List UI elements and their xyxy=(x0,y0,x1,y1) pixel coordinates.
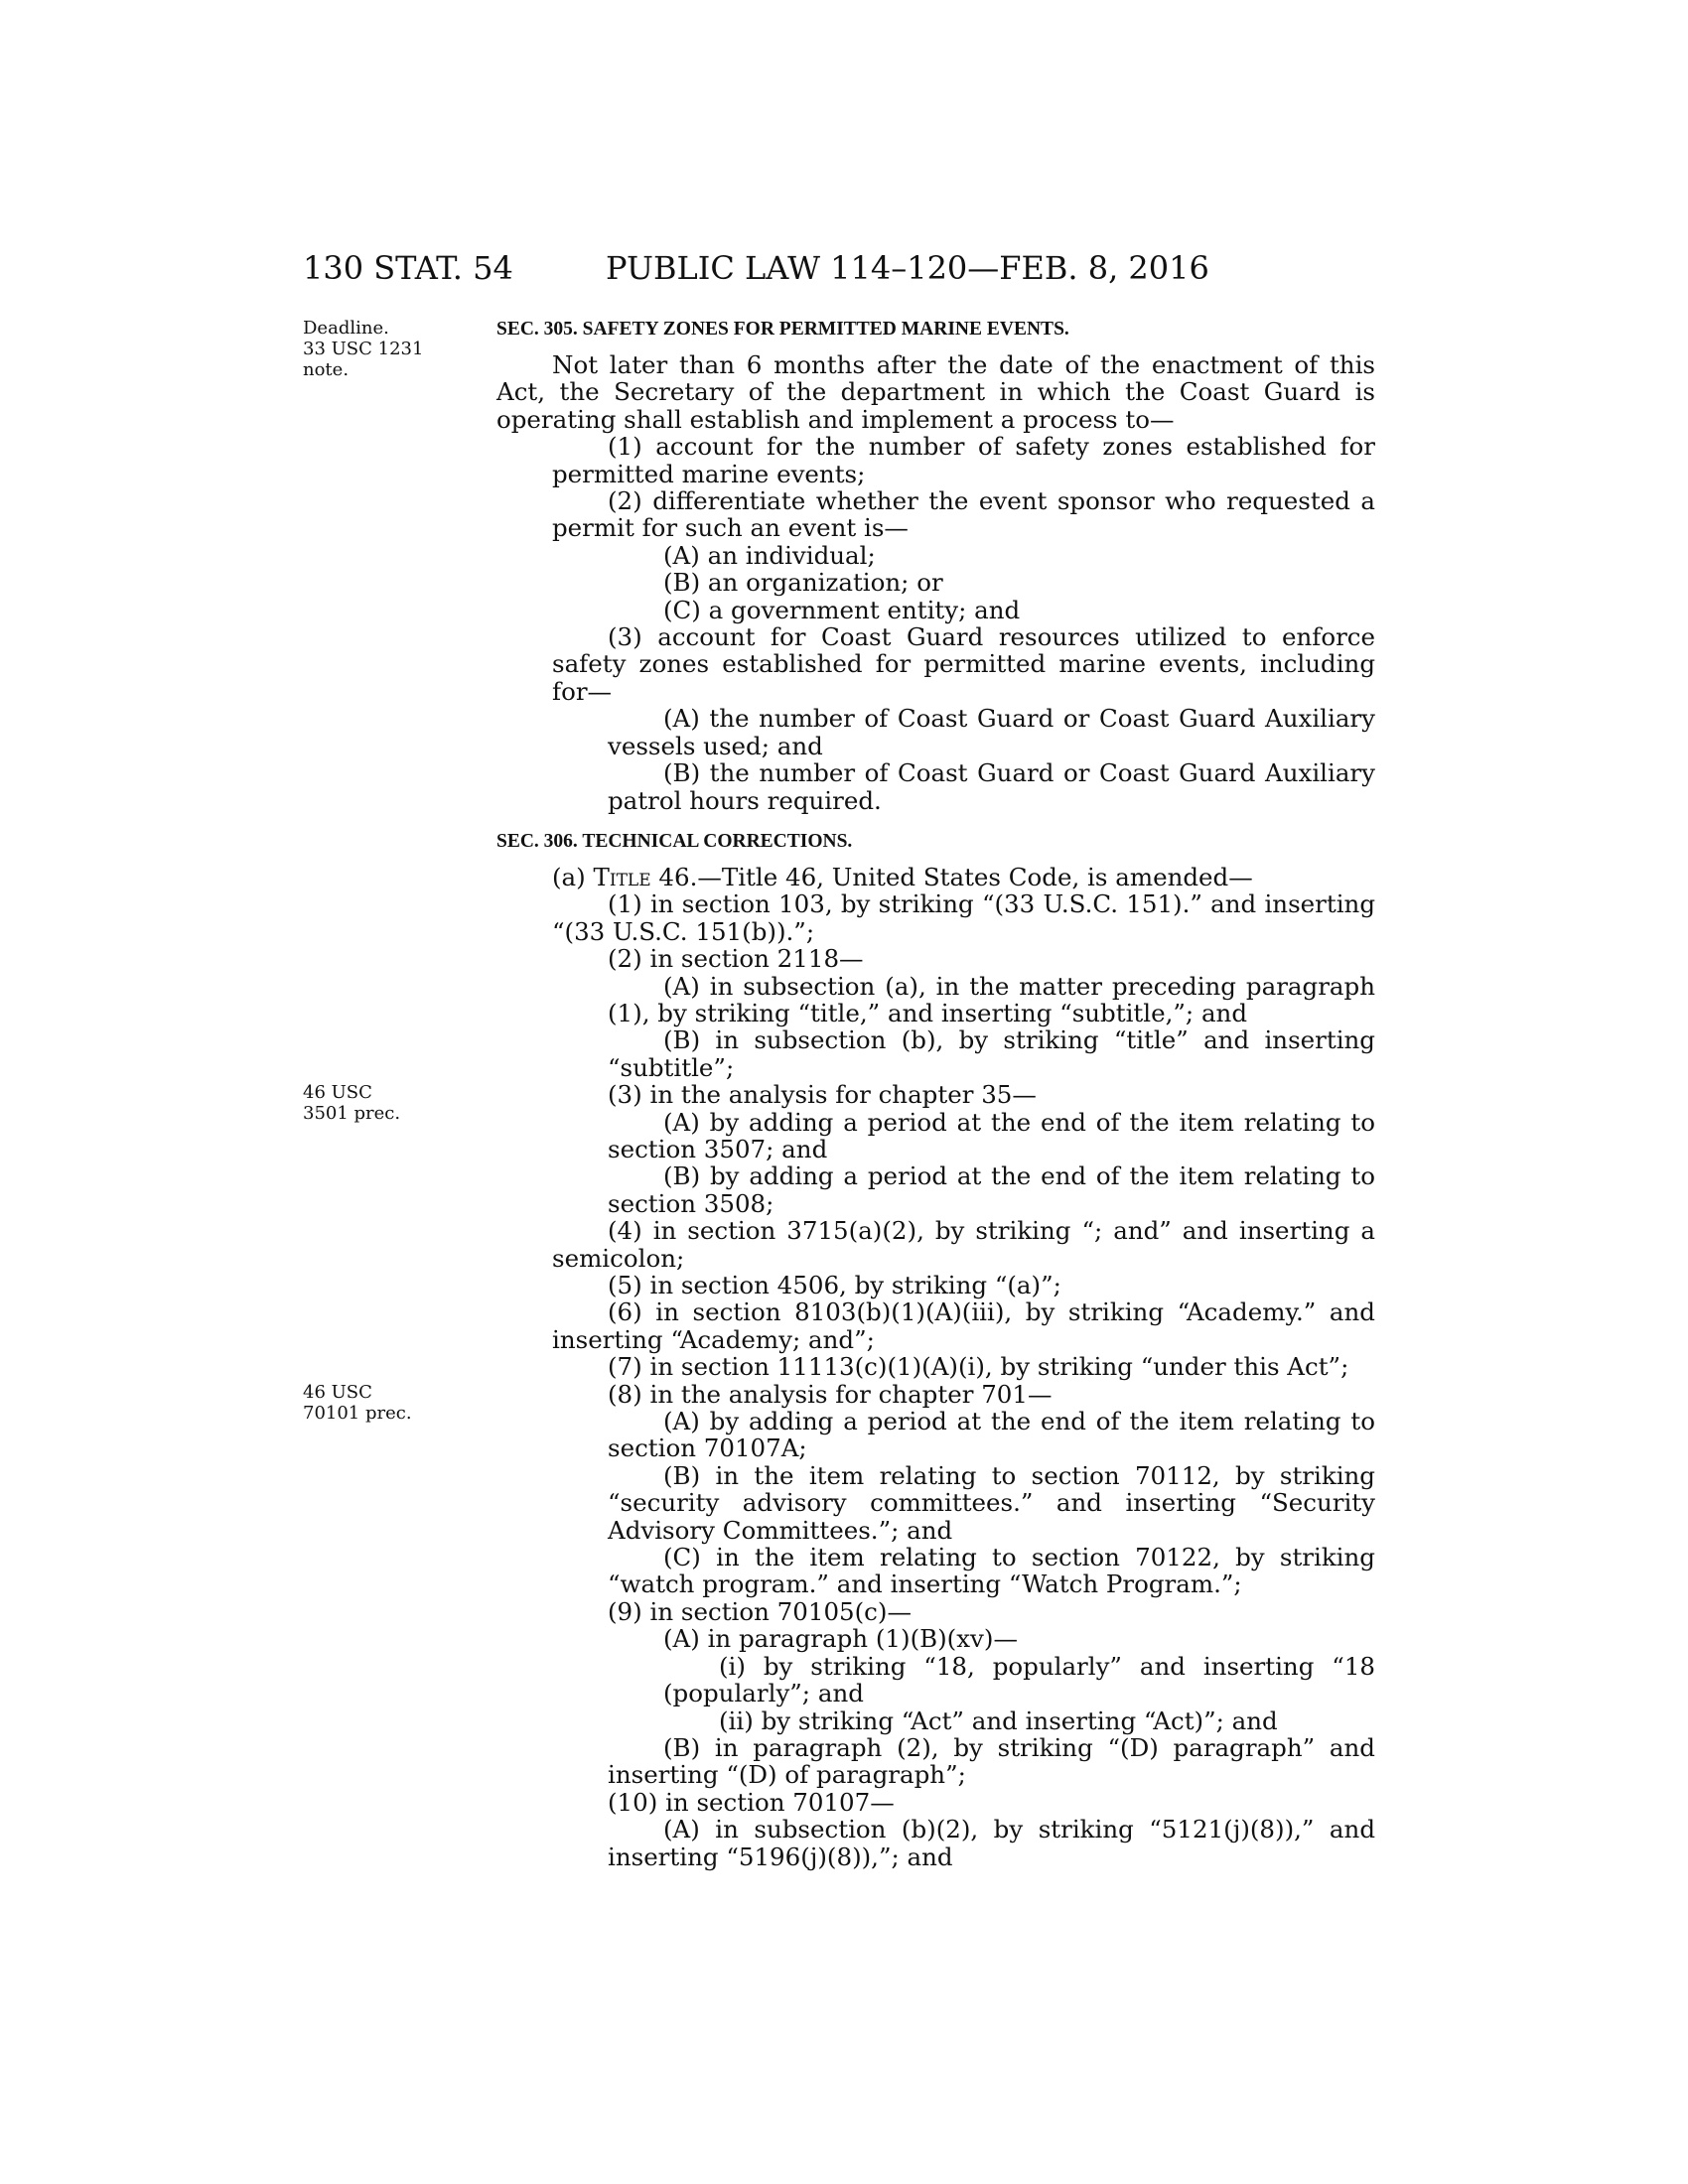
paragraph: (2) in section 2118— xyxy=(608,944,864,974)
clause: (i) by striking “18, popularly” and inserting “18 (popularly”; and xyxy=(663,1651,1375,1708)
margin-note-line: 33 USC 1231 xyxy=(303,339,424,359)
paragraph: (5) in section 4506, by striking “(a)”; xyxy=(608,1271,1061,1299)
margin-note-line: 46 USC xyxy=(303,1382,372,1403)
subparagraph: (A) by adding a period at the end of the item relating to section 70107A; xyxy=(608,1407,1375,1463)
section-305-intro: Not later than 6 months after the date of the enactment of this Act, the Secretary of the department in which the Coast Guard is operating shall establish and implement a process to— xyxy=(496,350,1375,434)
statute-body xyxy=(496,316,1375,1870)
subparagraph: (C) a government entity; and xyxy=(663,595,1021,624)
margin-note-line: Deadline. xyxy=(303,318,389,339)
paragraph: (4) in section 3715(a)(2), by striking “; and” and inserting a semicolon; xyxy=(552,1216,1375,1273)
subparagraph: (B) in the item relating to section 70112, by striking “security advisory committees.” and inserting “Security Advisory Committees.”; and xyxy=(608,1460,1375,1545)
subparagraph: (B) the number of Coast Guard or Coast Guard Auxiliary patrol hours required. xyxy=(608,758,1375,815)
subparagraph: (B) in paragraph (2), by striking “(D) paragraph” and inserting “(D) of paragraph”; xyxy=(608,1732,1375,1790)
paragraph: (1) account for the number of safety zones established for permitted marine events; xyxy=(552,432,1375,488)
margin-note-70101 xyxy=(303,1382,452,1424)
paragraph: (3) account for Coast Guard resources utilized to enforce safety zones established for permitted marine events, including for— xyxy=(552,622,1375,706)
section-305-heading: SEC. 305. SAFETY ZONES FOR PERMITTED MARINE EVENTS. xyxy=(496,319,1069,340)
subparagraph: (A) in subsection (a), in the matter preceding paragraph (1), by striking “title,” and inserting “subtitle,”; and xyxy=(608,971,1375,1027)
section-306-heading: SEC. 306. TECHNICAL CORRECTIONS. xyxy=(496,830,853,852)
page-header xyxy=(303,248,1375,288)
margin-note-line: 46 USC xyxy=(303,1082,372,1103)
subparagraph: (A) an individual; xyxy=(663,540,876,570)
paragraph: (3) in the analysis for chapter 35— xyxy=(608,1080,1037,1110)
subsection-a-prefix: (a) xyxy=(552,862,594,891)
public-law-citation: PUBLIC LAW 114–120—FEB. 8, 2016 xyxy=(606,249,1209,287)
stat-page-number: 130 STAT. 54 xyxy=(303,249,513,287)
paragraph: (1) in section 103, by striking “(33 U.S.C. 151).” and inserting “(33 U.S.C. 151(b)).”; xyxy=(552,889,1375,946)
subsection-a-heading: Title 46 xyxy=(593,862,690,891)
margin-note-3501 xyxy=(303,1082,452,1124)
margin-note-line: 70101 prec. xyxy=(303,1403,412,1424)
paragraph: (8) in the analysis for chapter 701— xyxy=(608,1379,1053,1409)
paragraph: (6) in section 8103(b)(1)(A)(iii), by striking “Academy.” and inserting “Academy; and”; xyxy=(552,1297,1375,1354)
subsection-a xyxy=(496,864,1375,890)
subsection-a-text: .—Title 46, United States Code, is amended— xyxy=(689,862,1253,891)
margin-note-line: 3501 prec. xyxy=(303,1103,401,1124)
clause: (ii) by striking “Act” and inserting “Act)”; and xyxy=(719,1706,1278,1735)
subparagraph: (C) in the item relating to section 70122, by striking “watch program.” and inserting “Watch Program.”; xyxy=(608,1543,1375,1599)
subparagraph: (B) in subsection (b), by striking “title” and inserting “subtitle”; xyxy=(608,1025,1375,1082)
paragraph: (10) in section 70107— xyxy=(608,1787,895,1817)
margin-note-line: note. xyxy=(303,359,350,380)
subparagraph: (A) by adding a period at the end of the item relating to section 3507; and xyxy=(608,1107,1375,1163)
paragraph: (7) in section 11113(c)(1)(A)(i), by striking “under this Act”; xyxy=(608,1352,1349,1382)
subparagraph: (B) an organization; or xyxy=(663,568,943,598)
subparagraph: (A) in paragraph (1)(B)(xv)— xyxy=(663,1624,1018,1654)
subparagraph: (A) in subsection (b)(2), by striking “5121(j)(8)),” and inserting “5196(j)(8)),”; and xyxy=(608,1815,1375,1871)
paragraph: (2) differentiate whether the event sponsor who requested a permit for such an event is— xyxy=(552,486,1375,543)
subparagraph: (A) the number of Coast Guard or Coast Guard Auxiliary vessels used; and xyxy=(608,704,1375,760)
subparagraph: (B) by adding a period at the end of the item relating to section 3508; xyxy=(608,1161,1375,1218)
paragraph: (9) in section 70105(c)— xyxy=(608,1596,912,1626)
margin-note-deadline xyxy=(303,318,452,380)
